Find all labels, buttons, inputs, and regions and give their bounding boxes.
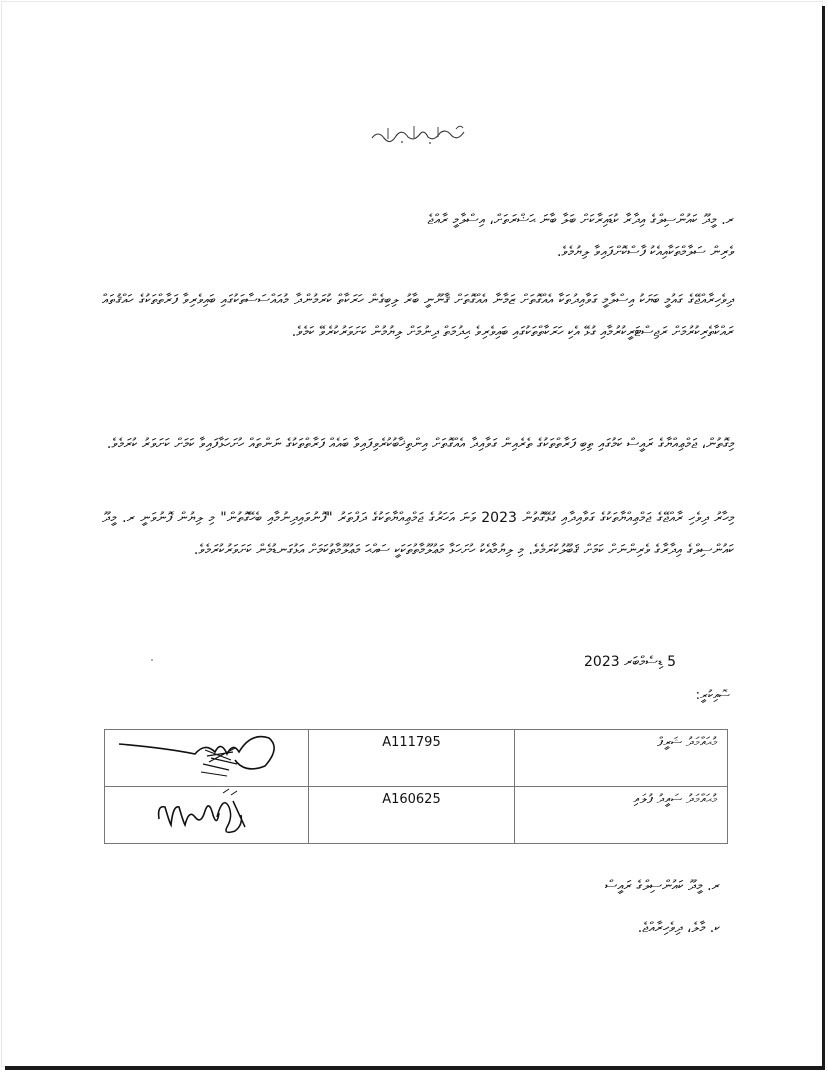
- id-number-cell: A111795: [308, 730, 514, 787]
- document-page: [2, 2, 822, 1066]
- bismillah-calligraphy-icon: [368, 120, 468, 148]
- signatories-table: [104, 729, 728, 844]
- signature-cell: [105, 787, 309, 844]
- footer-address: ކ. މާލެ، ދިވެހިރާއްޖެ.: [637, 920, 720, 936]
- signature-1-icon: [105, 730, 311, 780]
- signature-2-icon: [105, 787, 311, 837]
- greeting-line: ވެރިން ސަލާމްތަކާއިއެކު ފާސްކޮށްފައިވާ ލިޔުމެވެ.: [556, 244, 734, 260]
- bismillah-calligraphy: [368, 120, 468, 148]
- signatory-name-cell: މުޙައްމަދު ޝަރީފް: [514, 730, 727, 787]
- letter-date: [584, 654, 676, 670]
- date-month: ޑިސެމްބަރ: [624, 654, 663, 670]
- footer-signatory-title: ރ. މީދޫ ކައުންސިލްގެ ރައީސް: [605, 878, 720, 894]
- id-number-cell: A160625: [308, 787, 514, 844]
- signatory-name-cell: މުޙައްމަދު ސައީދު ފުލައި: [514, 787, 727, 844]
- body-paragraph-2: މިގޮތުން، ޖަމްޢިއްޔާގެ ރައީސް ކަމުގައި ތިބި ފަރާތްތަކުގެ ތެރެއިން ގަވާއިދާ އެއްގޮތަށް އިންތިޚާބުކުރެވިފައިވާ ބައެއް ފަރާތްތަކުގެ ނަންތައް ހުށަހަޅާފައިވާ ކަމަށް ކަށަވަރު ކުރަމެވެ.: [106, 436, 734, 452]
- body-paragraph-3: މިހާރު ދިވެހި ރާއްޖޭގެ ޖަމްޢިއްޔާތަކުގެ ގަވާއިދާއި ގުޅޭގޮތުން 2023 ވަނަ އަހަރުގެ ޖަމްޢިއްޔާތަކުގެ ދަފްތަރު "ފޮނުވައިދިނުމާއި ބެހޭގޮތުން" މި ލިޔުން ފޮނުވަނީ ރ. މީދޫ ކައުންސިލްގެ އިދާރާގެ ވެރިންނަށް ކަމަށް ޤަބޫލުކުރަމެވެ. މި ލިޔުމާއެކު ހުށަހަޅާ މަޢުލޫމާތުތަކަކީ ސައްޙަ މަޢުލޫމާތުކަމަށް އަޅުގަނޑުމެން ކަށަވަރުކުރަމެވެ.: [102, 510, 735, 558]
- body-paragraph-1: ދިވެހިރާއްޖޭގެ ގައުމީ ބަޔަކު އިސްލާމީ ގަވާއިދުތަކާ އެއްގޮތަށް ޒަމާނާ އެއްގޮތަށް ޤާނޫނީ ބާރު ލިބިގެން ހަރަކާތް ކުރަމުންދާ މުއައްސަސާތަކުގައި ބައިވެރިވާ ފަރާތްތަކުގެ ހައްޤުތައް ރައްކާތެރިކުރުމަށް ރަޖިސްޓަރީކުރުމާއި ގުޅޭ އެކި ހަރަކާތްތަކުގައި ބައިވެރިވެ ޙިދުމަތް ދިނުމަށް ލިޔުމުން ކަށަވަރުކުރެވޭ ކަމެވެ.: [102, 292, 734, 340]
- table-row: [105, 730, 728, 787]
- signed-label: ސޮއިކުރީ:: [695, 688, 730, 703]
- table-row: [105, 787, 728, 844]
- signature-cell: [105, 730, 309, 787]
- date-year: 2023: [584, 654, 620, 670]
- scan-speck: [151, 659, 153, 661]
- recipient-address: ރ. މީދޫ ކައުންސިލްގެ އިދާރާ ކުޑައިރާކަށް ބަލާ ބާނަ ޙަޟްރަތަށް، އިސްލާމީ ރާއްޖެ: [427, 212, 734, 228]
- date-day: 5: [667, 654, 676, 670]
